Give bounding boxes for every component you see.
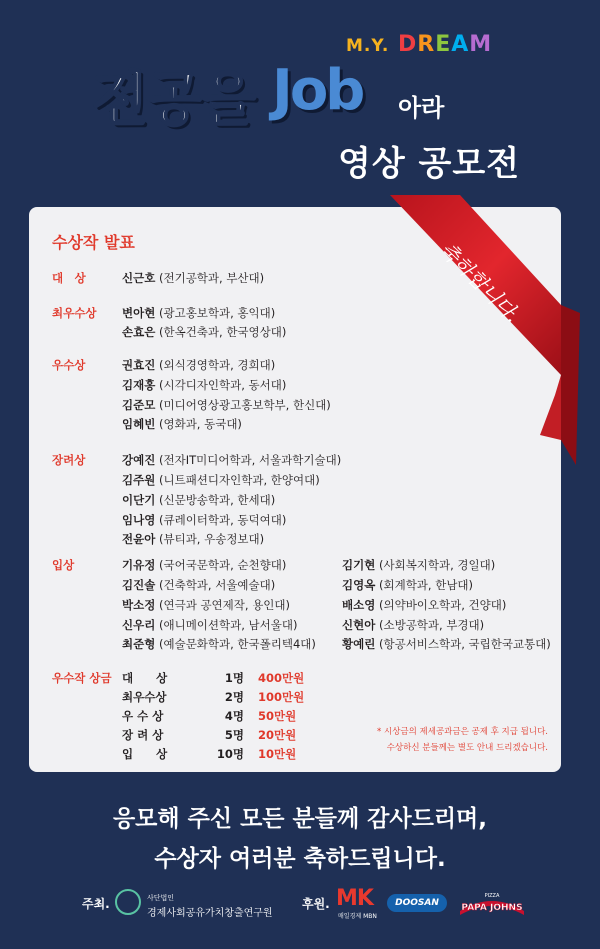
winner-detail: (신문방송학과, 한세대) (158, 493, 276, 507)
prize-note: 수상하신 분들께는 별도 안내 드리겠습니다. (386, 743, 548, 753)
list-item (122, 577, 275, 593)
winner-detail: (영화과, 동국대) (158, 417, 242, 431)
sponsor-mk-sub: 매일경제 MBN (338, 913, 377, 920)
sponsor-papa-johns-logo (456, 889, 528, 917)
list-item (342, 617, 484, 633)
winner-name: 권효진 (122, 358, 156, 372)
winner-name: 전윤아 (122, 532, 156, 546)
winner-name: 김진솔 (122, 578, 156, 592)
list-item (122, 472, 320, 488)
prize-count: 10명 (216, 747, 244, 761)
prize-row (122, 727, 296, 743)
prize-name: 입 상 (122, 747, 168, 761)
brand-letter: M (469, 32, 493, 57)
prize-name: 대 상 (122, 671, 168, 685)
list-item (122, 377, 286, 393)
list-item (342, 577, 473, 593)
winner-name: 김준모 (122, 398, 156, 412)
winner-detail: (소방공학과, 부경대) (378, 618, 485, 632)
winner-detail: (미디어영상광고홍보학부, 한신대) (158, 398, 331, 412)
label-honorable: 입상 (52, 558, 75, 572)
winner-name: 김재홍 (122, 378, 156, 392)
list-item (122, 492, 275, 508)
ribbon-fold (540, 375, 561, 440)
sponsor-doosan-logo: DOOSAN (387, 894, 447, 912)
winner-name: 임혜빈 (122, 417, 156, 431)
prize-name: 우 수 상 (122, 709, 164, 723)
list-item (342, 597, 506, 613)
list-item (122, 324, 286, 340)
list-item (122, 617, 297, 633)
prize-note: * 시상금의 제세공과금은 공제 후 지급 됩니다. (377, 727, 548, 737)
brand-letter: E (435, 32, 452, 57)
winner-name: 김기현 (342, 558, 376, 572)
winner-detail: (건축학과, 서울예술대) (158, 578, 276, 592)
winner-detail: (한옥건축과, 한국영상대) (158, 325, 287, 339)
winner-name: 황예린 (342, 637, 376, 651)
label-excellence-top: 최우수상 (52, 306, 97, 320)
list-item (122, 557, 286, 573)
host-logo-icon (115, 889, 141, 915)
prize-amount: 10만원 (258, 747, 297, 761)
winner-detail: (뷰티과, 우송정보대) (158, 532, 265, 546)
winner-detail: (회계학과, 한남대) (378, 578, 474, 592)
prize-count: 2명 (224, 690, 244, 704)
winner-name: 김영옥 (342, 578, 376, 592)
prize-row (122, 670, 304, 686)
winner-name: 신우리 (122, 618, 156, 632)
winner-detail: (전기공학과, 부산대) (158, 271, 265, 285)
congratulations-ribbon (350, 195, 590, 475)
title-job: Job (272, 58, 363, 123)
prize-amount: 400만원 (258, 671, 305, 685)
list-item (122, 636, 316, 652)
list-item (122, 357, 275, 373)
winner-detail: (연극과 공연제작, 용인대) (158, 598, 291, 612)
winner-detail: (애니메이션학과, 남서울대) (158, 618, 298, 632)
papa-text: PAPA JOHNS (461, 903, 523, 913)
winner-name: 김주원 (122, 473, 156, 487)
winner-name: 이단기 (122, 493, 156, 507)
list-item (122, 397, 331, 413)
winner-detail: (전자IT미디어학과, 서울과학기술대) (158, 453, 342, 467)
prize-heading: 우수작 상금 (52, 671, 112, 685)
winner-name: 기유정 (122, 558, 156, 572)
prize-name: 장 려 상 (122, 728, 164, 742)
list-item (122, 512, 286, 528)
winner-detail: (큐레이터학과, 동덕여대) (158, 513, 287, 527)
host-small: 사단법인 (147, 894, 175, 902)
prize-row (122, 708, 296, 724)
prize-amount: 100만원 (258, 690, 305, 704)
title-main: 전공을 (92, 65, 255, 133)
winner-name: 박소정 (122, 598, 156, 612)
brand-my: M.Y. (346, 36, 390, 56)
papa-top-text: PIZZA (484, 893, 500, 899)
sponsor-mk-logo: MK (336, 886, 373, 911)
winner-name: 변아현 (122, 306, 156, 320)
winner-detail: (국어국문학과, 순천향대) (158, 558, 287, 572)
winner-name: 신근호 (122, 271, 156, 285)
thanks-line-2: 수상자 여러분 축하드립니다. (154, 846, 446, 872)
host-label: 주최. (82, 897, 110, 911)
prize-amount: 50만원 (258, 709, 297, 723)
list-item (122, 531, 264, 547)
winner-name: 신현아 (342, 618, 376, 632)
winner-name: 강예진 (122, 453, 156, 467)
winner-detail: (외식경영학과, 경희대) (158, 358, 276, 372)
prize-count: 5명 (224, 728, 244, 742)
prize-row (122, 746, 296, 762)
winner-detail: (니트패션디자인학과, 한양여대) (158, 473, 320, 487)
winner-name: 임나영 (122, 513, 156, 527)
list-item (122, 597, 290, 613)
winner-name: 배소영 (342, 598, 376, 612)
winner-detail: (시각디자인학과, 동서대) (158, 378, 287, 392)
label-encouragement: 장려상 (52, 453, 86, 467)
list-item (122, 270, 264, 286)
list-item (122, 452, 341, 468)
winner-detail: (의약바이오학과, 건양대) (378, 598, 507, 612)
brand-letter: D (398, 32, 418, 57)
label-grand-prize: 대 상 (52, 271, 86, 285)
winner-detail: (사회복지학과, 경일대) (378, 558, 496, 572)
prize-count: 1명 (224, 671, 244, 685)
sponsor-label: 후원. (302, 897, 330, 911)
winner-detail: (광고홍보학과, 홍익대) (158, 306, 276, 320)
thanks-line-1: 응모해 주신 모든 분들께 감사드리며, (112, 806, 488, 832)
list-item (342, 557, 495, 573)
prize-name: 최우수상 (122, 690, 167, 704)
winner-name: 손효은 (122, 325, 156, 339)
winner-detail: (항공서비스학과, 국립한국교통대) (378, 637, 551, 651)
results-heading: 수상작 발표 (52, 233, 135, 252)
list-item (122, 416, 242, 432)
prize-amount: 20만원 (258, 728, 297, 742)
title-subtitle: 영상 공모전 (338, 144, 521, 184)
prize-row (122, 689, 304, 705)
label-excellence: 우수상 (52, 358, 86, 372)
brand-logo (346, 32, 492, 57)
winner-detail: (예술문화학과, 한국폴리텍4대) (158, 637, 316, 651)
prize-count: 4명 (224, 709, 244, 723)
brand-letter: A (451, 32, 470, 57)
ribbon-tail (561, 305, 580, 465)
brand-letter: R (417, 32, 436, 57)
host-name: 경제사회공유가치창출연구원 (147, 908, 273, 919)
title-suffix: 아라 (398, 94, 445, 122)
list-item (342, 636, 551, 652)
list-item (122, 305, 275, 321)
ribbon-text: 축하합니다. (435, 237, 525, 327)
winner-name: 최준형 (122, 637, 156, 651)
